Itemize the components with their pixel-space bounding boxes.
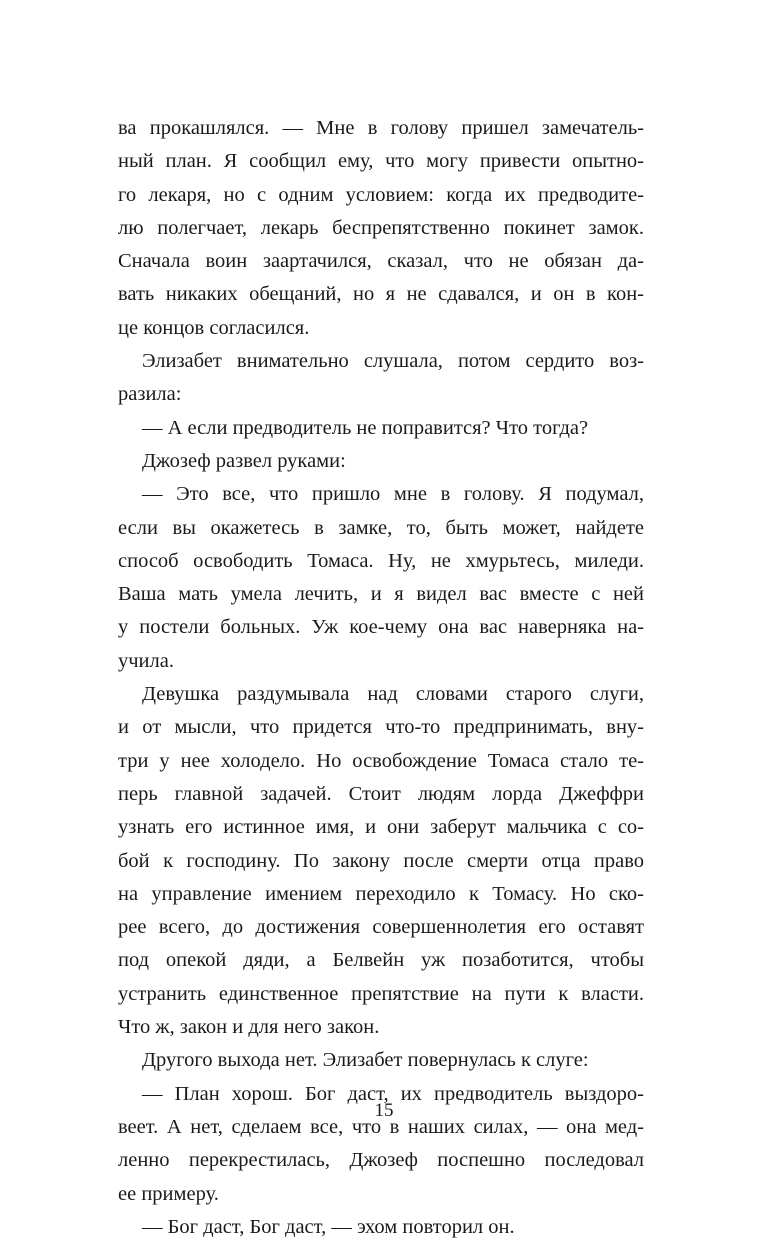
text-line: це концов согласился.	[118, 316, 310, 339]
text-line: го лекаря, но с одним условием: когда их предводите-	[118, 183, 644, 206]
text-line: ный план. Я сообщил ему, что могу привести опытно-	[118, 150, 644, 173]
text-line: под опекой дяди, а Белвейн уж позаботится, чтобы	[118, 949, 644, 972]
text-line: ее примеру.	[118, 1182, 219, 1205]
text-line: если вы окажетесь в замке, то, быть может, найдете	[118, 516, 644, 539]
text-line: учила.	[118, 649, 174, 672]
body-text	[118, 112, 644, 1244]
text-line: разила:	[118, 383, 182, 406]
text-line: — А если предводитель не поправится? Что тогда?	[142, 416, 589, 439]
page-number: 15	[374, 1100, 394, 1121]
text-line: ва прокашлялся. — Мне в голову пришел замечатель-	[118, 117, 644, 139]
text-line: ленно перекрестилась, Джозеф поспешно последовал	[118, 1149, 644, 1172]
text-line: Джозеф развел руками:	[142, 449, 346, 472]
text-line: бой к господину. По закону после смерти отца право	[118, 849, 644, 872]
text-line: рее всего, до достижения совершеннолетия его оставят	[118, 916, 644, 939]
text-line: Ваша мать умела лечить, и я видел вас вместе с ней	[118, 583, 644, 606]
text-line: — Это все, что пришло мне в голову. Я подумал,	[142, 483, 644, 506]
text-line: вать никаких обещаний, но я не сдавался, и он в кон-	[118, 283, 644, 306]
text-line: Элизабет внимательно слушала, потом сердито воз-	[142, 350, 644, 373]
text-line: лю полегчает, лекарь беспрепятственно покинет замок.	[118, 216, 644, 239]
text-line: и от мысли, что придется что-то предпринимать, вну-	[118, 716, 644, 739]
text-line: Девушка раздумывала над словами старого слуги,	[142, 683, 644, 706]
text-line: — Бог даст, Бог даст, — эхом повторил он.	[142, 1215, 515, 1238]
text-line: перь главной задачей. Стоит людям лорда Джеффри	[118, 782, 644, 805]
text-line: у постели больных. Уж кое-чему она вас наверняка на-	[118, 616, 644, 639]
text-line: Другого выхода нет. Элизабет повернулась к слуге:	[142, 1049, 589, 1072]
text-line: Сначала воин заартачился, сказал, что не обязан да-	[118, 250, 644, 273]
text-line: способ освободить Томаса. Ну, не хмурьтесь, миледи.	[118, 549, 644, 572]
text-line: на управление имением переходило к Томасу. Но ско-	[118, 882, 644, 905]
text-line: узнать его истинное имя, и они заберут мальчика с со-	[118, 816, 644, 839]
text-line: Что ж, закон и для него закон.	[118, 1016, 380, 1039]
text-line: веет. А нет, сделаем все, что в наших силах, — она мед-	[118, 1115, 644, 1138]
text-line: устранить единственное препятствие на пути к власти.	[118, 982, 644, 1005]
book-page	[118, 112, 644, 1244]
text-line: три у нее холодело. Но освобождение Томаса стало те-	[118, 749, 644, 772]
text-line: — План хорош. Бог даст, их предводитель выздоро-	[142, 1082, 644, 1105]
